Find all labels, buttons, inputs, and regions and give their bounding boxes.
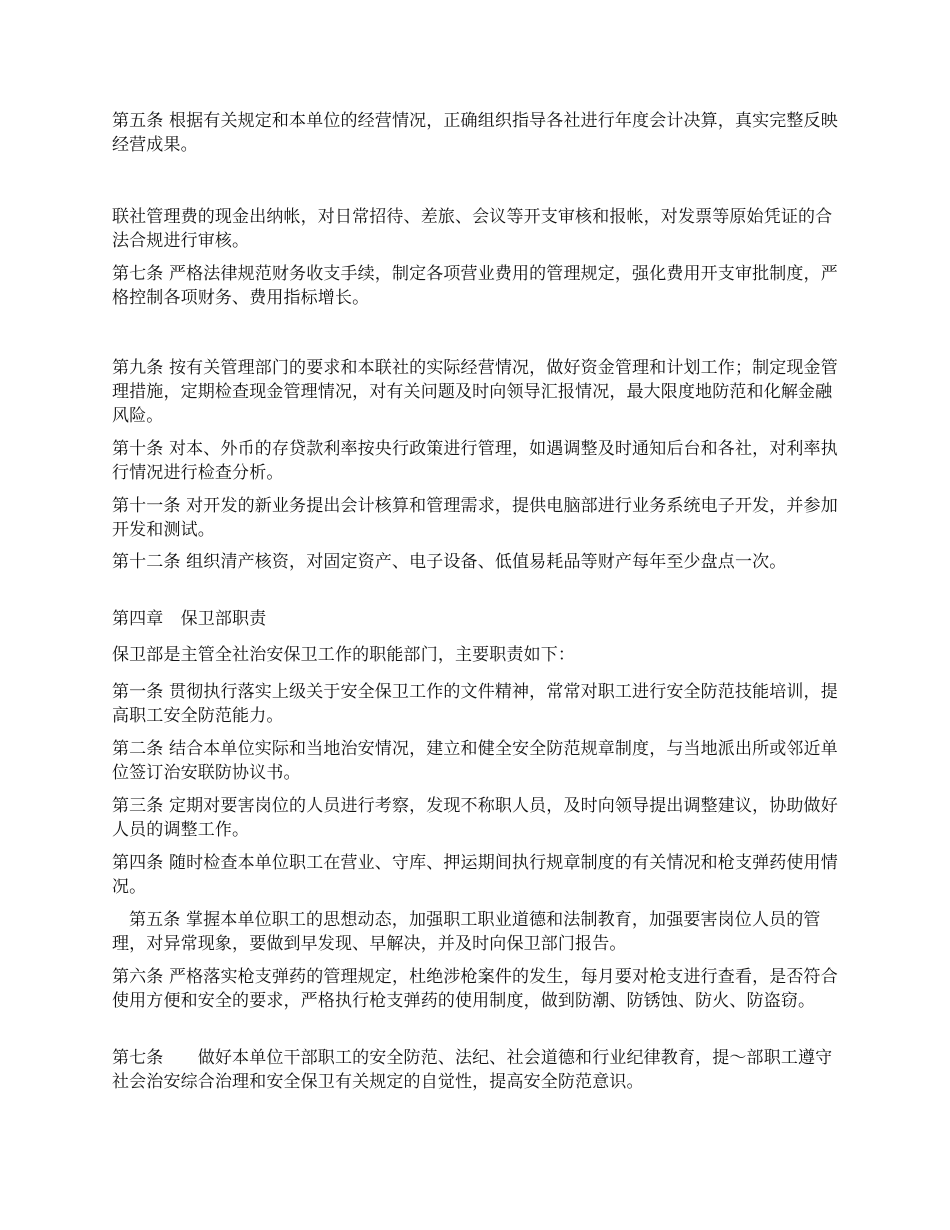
paragraph-article-12-asset-check: 第十二条 组织清产核资，对固定资产、电子设备、低值易耗品等财产每年至少盘点一次。 bbox=[112, 552, 787, 572]
paragraph-article-11-new-business: 第十一条 对开发的新业务提出会计核算和管理需求，提供电脑部进行业务系统电子开发，并参加开发和测试。 bbox=[112, 496, 838, 540]
paragraph-security-dept-intro: 保卫部是主管全社治安保卫工作的职能部门，主要职责如下： bbox=[112, 645, 576, 665]
paragraph-security-article-7: 第七条 做好本单位干部职工的安全防范、法纪、社会道德和行业纪律教育，提～部职工遵守社会治安综合治理和安全保卫有关规定的自觉性，提高安全防范意识。 bbox=[112, 1048, 833, 1092]
paragraph-security-article-3: 第三条 定期对要害岗位的人员进行考察，发现不称职人员，及时向领导提出调整建议，协助做好人员的调整工作。 bbox=[112, 796, 838, 840]
paragraph-security-article-2: 第二条 结合本单位实际和当地治安情况，建立和健全安全防范规章制度，与当地派出所或邻近单位签订治安联防协议书。 bbox=[112, 739, 838, 783]
paragraph-article-7-finance-procedures: 第七条 严格法律规范财务收支手续，制定各项营业费用的管理规定，强化费用开支审批制度，严格控制各项财务、费用指标增长。 bbox=[112, 264, 838, 308]
paragraph-security-article-1: 第一条 贯彻执行落实上级关于安全保卫工作的文件精神，常常对职工进行安全防范技能培训，提高职工安全防范能力。 bbox=[112, 682, 838, 726]
paragraph-article-5-annual-accounts: 第五条 根据有关规定和本单位的经营情况，正确组织指导各社进行年度会计决算，真实完整反映经营成果。 bbox=[112, 111, 838, 155]
chapter-4-heading: 第四章 保卫部职责 bbox=[112, 609, 267, 629]
paragraph-security-article-5: 第五条 掌握本单位职工的思想动态，加强职工职业道德和法制教育，加强要害岗位人员的管理，对异常现象，要做到早发现、早解决，并及时向保卫部门报告。 bbox=[112, 910, 821, 954]
paragraph-security-article-6: 第六条 严格落实枪支弹药的管理规定，杜绝涉枪案件的发生，每月要对枪支进行查看，是否符合使用方便和安全的要求，严格执行枪支弹药的使用制度，做到防潮、防锈蚀、防火、防盗窃。 bbox=[112, 967, 838, 1011]
paragraph-article-10-interest-rates: 第十条 对本、外币的存贷款利率按央行政策进行管理，如遇调整及时通知后台和各社，对利率执行情况进行检查分析。 bbox=[112, 439, 838, 483]
paragraph-security-article-4: 第四条 随时检查本单位职工在营业、守库、押运期间执行规章制度的有关情况和枪支弹药使用情况。 bbox=[112, 853, 838, 897]
paragraph-article-9-fund-management: 第九条 按有关管理部门的要求和本联社的实际经营情况，做好资金管理和计划工作；制定现金管理措施，定期检查现金管理情况，对有关问题及时向领导汇报情况，最大限度地防范和化解金融风险。 bbox=[112, 358, 838, 426]
paragraph-management-fee-audit: 联社管理费的现金出纳帐，对日常招待、差旅、会议等开支审核和报帐，对发票等原始凭证的合法合规进行审核。 bbox=[112, 207, 833, 251]
